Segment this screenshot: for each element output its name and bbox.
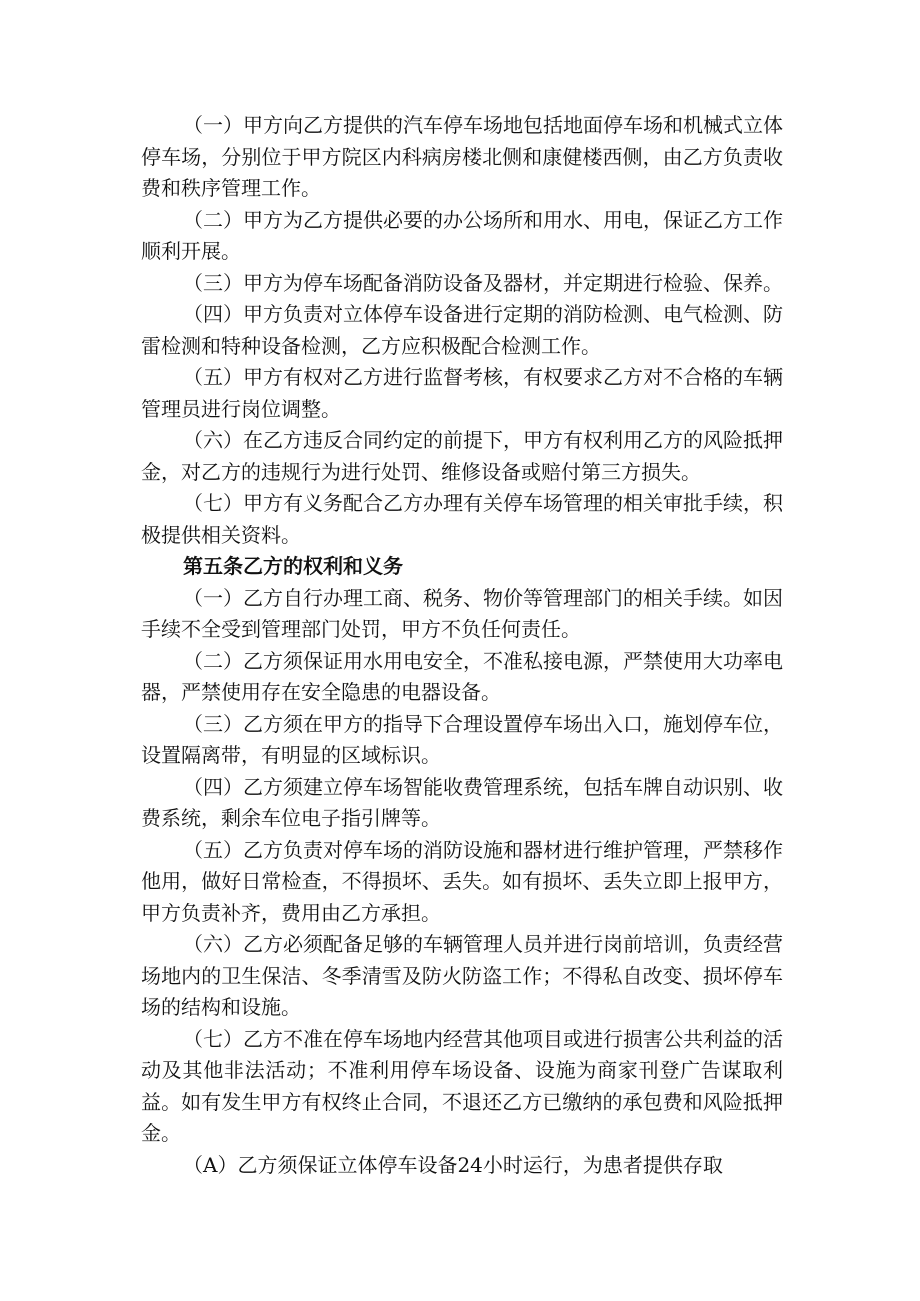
article-5-section [141, 551, 783, 1181]
article-5-item-8: （A）乙方须保证立体停车设备24小时运行，为患者提供存取 [183, 1152, 723, 1177]
article-4-item-2: （二）甲方为乙方提供必要的办公场所和用水、用电，保证乙方工作顺利开展。 [141, 207, 783, 263]
article-5-item-5: （五）乙方负责对停车场的消防设施和器材进行维护管理，严禁移作他用，做好日常检查，不得损坏、丢失。如有损坏、丢失立即上报甲方，甲方负责补齐，费用由乙方承担。 [141, 837, 783, 925]
article-4-item-1: （一）甲方向乙方提供的汽车停车场地包括地面停车场和机械式立体停车场，分别位于甲方院区内科病房楼北侧和康健楼西侧，由乙方负责收费和秩序管理工作。 [141, 113, 783, 200]
article-5-item-3: （三）乙方须在甲方的指导下合理设置停车场出入口，施划停车位，设置隔离带，有明显的区域标识。 [141, 711, 783, 767]
article-5-item-4: （四）乙方须建立停车场智能收费管理系统，包括车牌自动识别、收费系统，剩余车位电子指引牌等。 [141, 774, 783, 830]
article-4-item-4: （四）甲方负责对立体停车设备进行定期的消防检测、电气检测、防雷检测和特种设备检测，乙方应积极配合检测工作。 [141, 302, 783, 358]
article-4-item-5: （五）甲方有权对乙方进行监督考核，有权要求乙方对不合格的车辆管理员进行岗位调整。 [141, 365, 783, 421]
article-4-item-7: （七）甲方有义务配合乙方办理有关停车场管理的相关审批手续，积极提供相关资料。 [141, 491, 783, 547]
article-5-item-7: （七）乙方不准在停车场地内经营其他项目或进行损害公共利益的活动及其他非法活动；不准利用停车场设备、设施为商家刊登广告谋取利益。如有发生甲方有权终止合同，不退还乙方已缴纳的承包费和风险抵押金。 [141, 1026, 783, 1145]
article-5-item-2: （二）乙方须保证用水用电安全，不准私接电源，严禁使用大功率电器，严禁使用存在安全隐患的电器设备。 [141, 648, 783, 704]
document-page [141, 110, 783, 1181]
article-5-item-1: （一）乙方自行办理工商、税务、物价等管理部门的相关手续。如因手续不全受到管理部门处罚，甲方不负任何责任。 [141, 585, 783, 641]
article-4-item-6: （六）在乙方违反合同约定的前提下，甲方有权利用乙方的风险抵押金，对乙方的违规行为进行处罚、维修设备或赔付第三方损失。 [141, 428, 783, 484]
article-5-item-6: （六）乙方必须配备足够的车辆管理人员并进行岗前培训，负责经营场地内的卫生保洁、冬季清雪及防火防盗工作；不得私自改变、损坏停车场的结构和设施。 [141, 932, 783, 1019]
article-5-heading: 第五条乙方的权利和义务 [183, 554, 403, 578]
article-4-section [141, 110, 783, 551]
article-4-item-3: （三）甲方为停车场配备消防设备及器材，并定期进行检验、保养。 [183, 270, 783, 295]
